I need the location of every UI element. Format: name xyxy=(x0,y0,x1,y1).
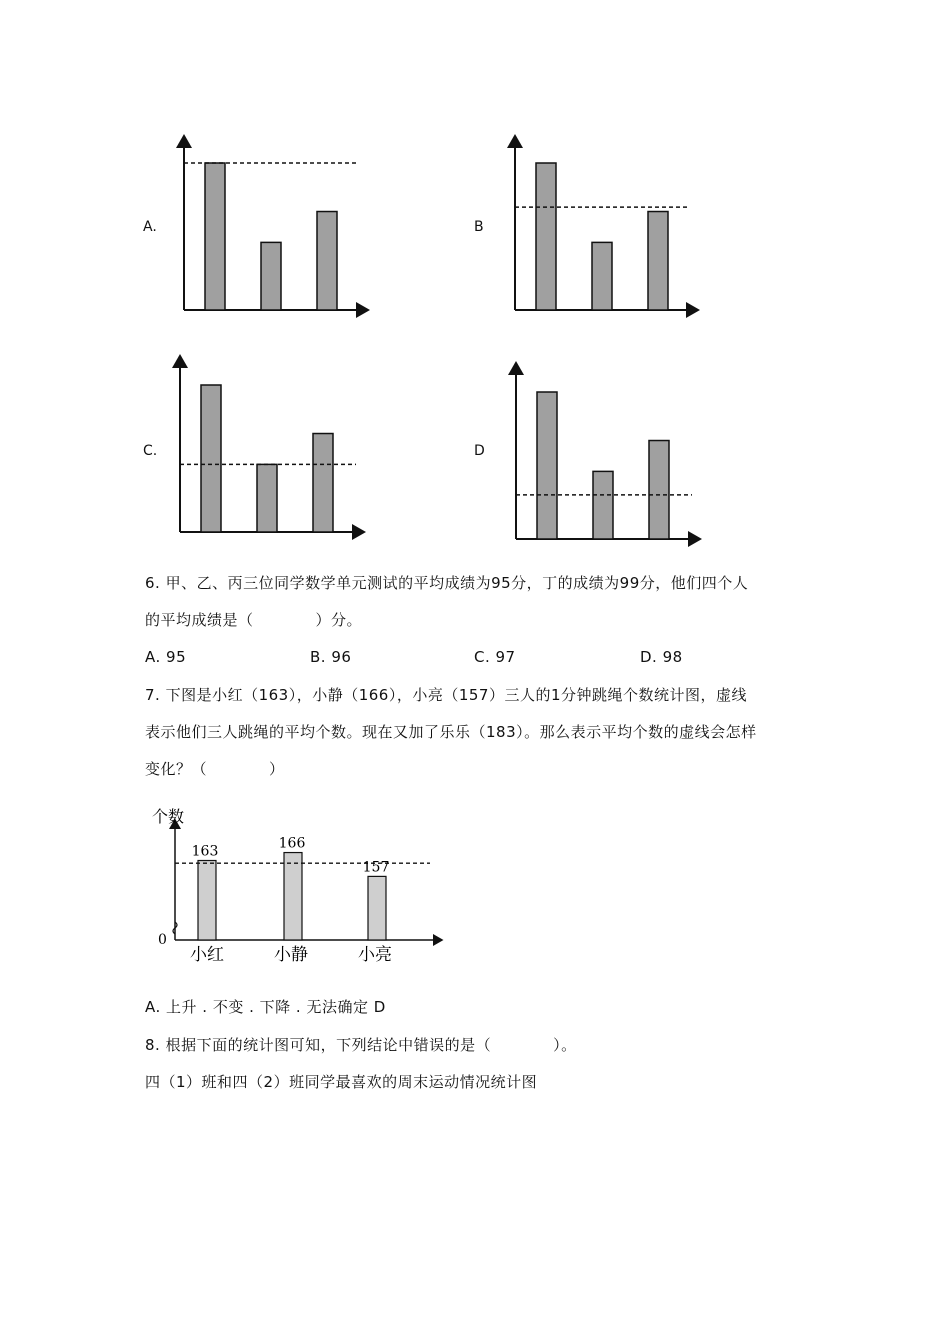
q7-category-2: 小亮 xyxy=(358,945,392,965)
option-a-label: A. xyxy=(143,219,157,235)
q7-value-label-0: 163 xyxy=(191,843,219,860)
q8-line-1: 8. 根据下面的统计图可知，下列结论中错误的是（ ）。 xyxy=(145,1036,577,1054)
q7-bar-2 xyxy=(368,876,386,940)
q6-option-d: D. 98 xyxy=(640,648,683,666)
q6-option-a: A. 95 xyxy=(145,648,187,666)
q7-line-3: 变化？（ ） xyxy=(145,760,285,778)
q6-option-c: C. 97 xyxy=(474,648,516,666)
q6-line-2: 的平均成绩是（ ）分。 xyxy=(145,611,363,629)
option-d-label: D xyxy=(474,443,485,459)
q6-line-1: 6. 甲、乙、丙三位同学数学单元测试的平均成绩为95分，丁的成绩为99分，他们四个人 xyxy=(145,574,749,592)
q7-value-label-2: 157 xyxy=(362,859,390,876)
q7-category-1: 小静 xyxy=(274,945,308,965)
q7-value-label-1: 166 xyxy=(278,835,306,852)
q7-line-2: 表示他们三人跳绳的平均个数。现在又加了乐乐（183）。那么表示平均个数的虚线会怎样 xyxy=(145,723,757,741)
q7-category-0: 小红 xyxy=(190,945,224,965)
q8-chart-title: 四（1）班和四（2）班同学最喜欢的周末运动情况统计图 xyxy=(145,1073,538,1091)
q7-origin-label: 0 xyxy=(158,932,167,948)
q7-line-1: 7. 下图是小红（163），小静（166），小亮（157）三人的1分钟跳绳个数统计图，虚线 xyxy=(145,686,748,704)
q7-ylabel: 个数 xyxy=(152,807,185,826)
q7-bar-0 xyxy=(198,861,216,941)
q7-bar-1 xyxy=(284,853,302,940)
option-b-label: B xyxy=(474,219,484,235)
q7-answer-line: A. 上升 . 不变 . 下降 . 无法确定 D xyxy=(145,998,386,1016)
option-c-label: C. xyxy=(143,443,158,459)
q6-option-b: B. 96 xyxy=(310,648,352,666)
